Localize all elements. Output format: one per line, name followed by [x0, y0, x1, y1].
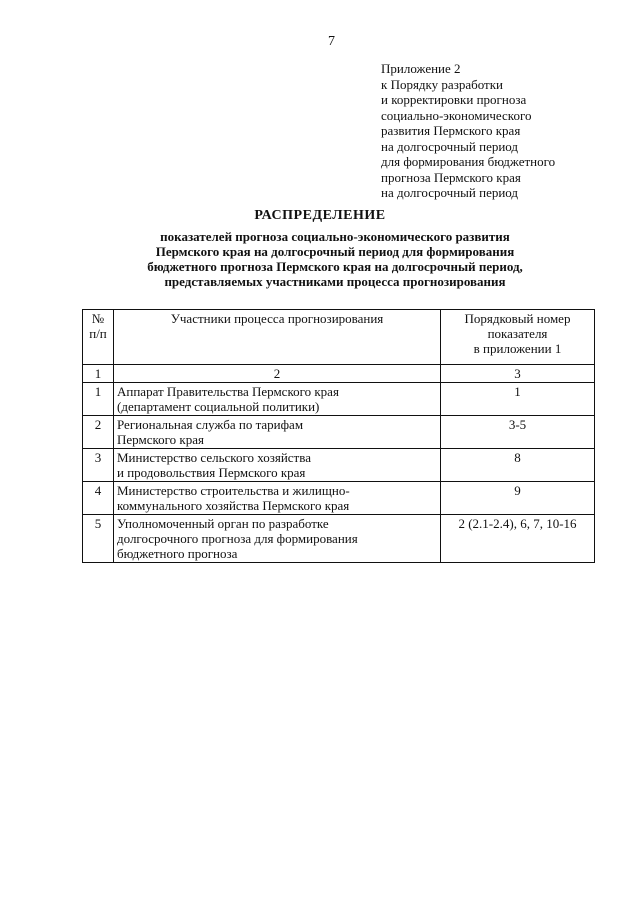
- table-header-row: [83, 310, 595, 365]
- column-index-row: [83, 365, 595, 383]
- subtitle-line: представляемых участниками процесса прогнозирования: [164, 274, 506, 289]
- participant-line: Пермского края: [117, 432, 204, 447]
- row-participant: [114, 449, 441, 482]
- header-indicator: [441, 310, 595, 365]
- row-indicator: 9: [441, 482, 595, 515]
- appendix-line: к Порядку разработки: [381, 76, 504, 92]
- participant-line: Региональная служба по тарифам: [117, 417, 304, 432]
- appendix-line: для формирования бюджетного: [381, 154, 556, 169]
- participant-line: Министерство строительства и жилищно-: [117, 483, 350, 498]
- header-participant: Участники процесса прогнозирования: [114, 310, 441, 365]
- participant-line: и продовольствия Пермского края: [117, 465, 306, 480]
- header-number: [83, 310, 114, 365]
- table-row: [83, 383, 595, 416]
- appendix-line: социально-экономического: [381, 107, 532, 123]
- appendix-line: и корректировки прогноза: [381, 92, 527, 107]
- row-number: 4: [83, 482, 114, 515]
- subtitle-line: показателей прогноза социально-экономического развития: [160, 229, 510, 244]
- header-indicator-line: Порядковый номер: [464, 311, 571, 326]
- row-indicator: 1: [441, 383, 595, 416]
- row-indicator: 2 (2.1-2.4), 6, 7, 10-16: [441, 515, 595, 563]
- row-number: 5: [83, 515, 114, 563]
- row-number: 2: [83, 416, 114, 449]
- appendix-line: развития Пермского края: [381, 123, 521, 138]
- table-row: [83, 515, 595, 563]
- row-indicator: 8: [441, 449, 595, 482]
- document-title: РАСПРЕДЕЛЕНИЕ: [254, 208, 386, 223]
- column-index: 1: [83, 365, 114, 383]
- subtitle-line: бюджетного прогноза Пермского края на долгосрочный период,: [147, 259, 523, 274]
- column-index: 2: [114, 365, 441, 383]
- row-participant: [114, 482, 441, 515]
- row-indicator: 3-5: [441, 416, 595, 449]
- table-row: [83, 449, 595, 482]
- header-indicator-line: показателя: [487, 326, 548, 341]
- participant-line: (департамент социальной политики): [117, 399, 320, 414]
- row-participant: [114, 515, 441, 563]
- header-number-line: п/п: [89, 326, 107, 341]
- row-number: 1: [83, 383, 114, 416]
- subtitle-line: Пермского края на долгосрочный период для формирования: [155, 244, 515, 259]
- participant-line: долгосрочного прогноза для формирования: [117, 531, 358, 546]
- header-number-line: №: [91, 311, 105, 326]
- document-subtitle: [90, 229, 580, 289]
- participant-line: Аппарат Правительства Пермского края: [117, 384, 339, 399]
- appendix-line: прогноза Пермского края: [381, 169, 521, 185]
- appendix-line: на долгосрочный период: [381, 138, 519, 154]
- page-number: 7: [328, 34, 335, 49]
- participant-line: бюджетного прогноза: [117, 546, 238, 561]
- row-number: 3: [83, 449, 114, 482]
- column-index: 3: [441, 365, 595, 383]
- participant-line: Уполномоченный орган по разработке: [117, 516, 329, 531]
- participant-line: коммунального хозяйства Пермского края: [117, 498, 350, 513]
- table-row: [83, 416, 595, 449]
- appendix-line: Приложение 2: [381, 61, 461, 76]
- row-participant: [114, 383, 441, 416]
- distribution-table: [82, 309, 595, 563]
- table-row: [83, 482, 595, 515]
- participant-line: Министерство сельского хозяйства: [117, 450, 311, 465]
- row-participant: [114, 416, 441, 449]
- appendix-reference: [381, 61, 555, 201]
- header-indicator-line: в приложении 1: [473, 341, 562, 356]
- appendix-line: на долгосрочный период: [381, 185, 519, 200]
